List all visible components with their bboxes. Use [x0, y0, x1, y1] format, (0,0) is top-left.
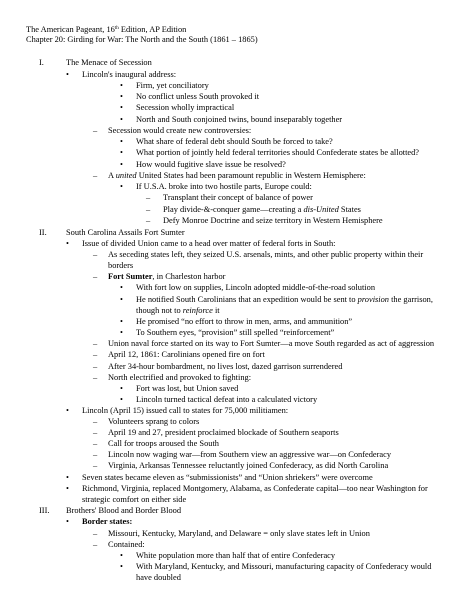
outline-item: Volunteers sprang to colors: [108, 417, 200, 426]
section-heading: South Carolina Assails Fort Sumter: [66, 228, 185, 237]
dash-marker: –: [146, 216, 151, 225]
dash-marker: –: [93, 540, 98, 549]
dash-marker: –: [93, 373, 98, 382]
section-heading: Brothers' Blood and Border Blood: [66, 506, 182, 515]
bullet-marker: •: [66, 517, 69, 526]
outline-item: If U.S.A. broke into two hostile parts, Europe could:: [136, 182, 312, 191]
outline-item: He notified South Carolinians that an expedition would be sent to provision the garrison,: [136, 295, 433, 304]
bullet-marker: •: [66, 473, 69, 482]
outline-item: Fort was lost, but Union saved: [136, 384, 239, 393]
outline-item: How would fugitive slave issue be resolved?: [136, 160, 286, 169]
chapter-heading: Chapter 20: Girding for War: The North and the South (1861 – 1865): [26, 35, 258, 44]
dash-marker: –: [93, 126, 98, 135]
bullet-marker: •: [66, 239, 69, 248]
bullet-marker: •: [120, 395, 123, 404]
bullet-marker: •: [66, 484, 69, 493]
bullet-marker: •: [120, 328, 123, 337]
bullet-marker: •: [120, 295, 123, 304]
outline-item: What portion of jointly held federal territories should Confederate states be allotted?: [136, 148, 420, 157]
outline-item: Call for troops aroused the South: [108, 439, 219, 448]
outline-item: He promised “no effort to throw in men, arms, and ammunition”: [136, 317, 353, 326]
outline-item: Lincoln turned tactical defeat into a calculated victory: [136, 395, 318, 404]
document-title: The American Pageant, 16th Edition, AP Edition: [26, 25, 187, 34]
bullet-marker: •: [120, 92, 123, 101]
section-numeral: II.: [39, 228, 47, 237]
outline-item: April 12, 1861: Carolinians opened fire on fort: [108, 350, 265, 359]
outline-item: Seven states became eleven as “submissionists” and “Union shriekers” were overcome: [82, 473, 373, 482]
outline-item: Play divide-&-conquer game—creating a dis-United States: [163, 205, 361, 214]
bullet-marker: •: [120, 148, 123, 157]
outline-item: have doubled: [136, 573, 181, 582]
outline-item: strategic comfort on either side: [82, 495, 187, 504]
bullet-marker: •: [120, 160, 123, 169]
dash-marker: –: [93, 350, 98, 359]
dash-marker: –: [146, 205, 151, 214]
outline-item: What share of federal debt should South be forced to take?: [136, 137, 333, 146]
bullet-marker: •: [120, 137, 123, 146]
outline-item: Virginia, Arkansas Tennessee reluctantly joined Confederacy, as did North Carolina: [108, 461, 389, 470]
outline-item: Richmond, Virginia, replaced Montgomery, Alabama, as Confederate capital—too near Washington for: [82, 484, 428, 493]
bullet-marker: •: [120, 317, 123, 326]
dash-marker: –: [146, 193, 151, 202]
outline-item: White population more than half that of entire Confederacy: [136, 551, 336, 560]
outline-item: Lincoln (April 15) issued call to states for 75,000 militiamen:: [82, 406, 289, 415]
outline-item: Transplant their concept of balance of power: [163, 193, 313, 202]
bullet-marker: •: [120, 81, 123, 90]
outline-item: April 19 and 27, president proclaimed blockade of Southern seaports: [108, 428, 339, 437]
section-numeral: III.: [39, 506, 50, 515]
dash-marker: –: [93, 250, 98, 259]
bullet-marker: •: [120, 283, 123, 292]
bullet-marker: •: [120, 182, 123, 191]
outline-item: No conflict unless South provoked it: [136, 92, 260, 101]
dash-marker: –: [93, 362, 98, 371]
section-numeral: I.: [39, 58, 44, 67]
dash-marker: –: [93, 417, 98, 426]
outline-item: Missouri, Kentucky, Maryland, and Delaware = only slave states left in Union: [108, 529, 370, 538]
outline-item: Contained:: [108, 540, 145, 549]
outline-item: Defy Monroe Doctrine and seize territory in Western Hemisphere: [163, 216, 383, 225]
outline-item: As seceding states left, they seized U.S. arsenals, mints, and other public property within their: [108, 250, 424, 259]
dash-marker: –: [93, 272, 98, 281]
outline-item: Fort Sumter, in Charleston harbor: [108, 272, 226, 281]
outline-item: Secession wholly impractical: [136, 103, 235, 112]
dash-marker: –: [93, 439, 98, 448]
outline-item: though not to reinforce it: [136, 306, 220, 315]
outline-item: Secession would create new controversies:: [108, 126, 252, 135]
dash-marker: –: [93, 428, 98, 437]
dash-marker: –: [93, 529, 98, 538]
bullet-marker: •: [120, 103, 123, 112]
outline-item: Union naval force started on its way to Fort Sumter—a move South regarded as act of aggression: [108, 339, 435, 348]
section-heading: The Menace of Secession: [66, 58, 152, 67]
outline-item: With Maryland, Kentucky, and Missouri, manufacturing capacity of Confederacy would: [136, 562, 432, 571]
dash-marker: –: [93, 461, 98, 470]
outline-item: With fort low on supplies, Lincoln adopted middle-of-the-road solution: [136, 283, 376, 292]
bullet-marker: •: [120, 115, 123, 124]
bullet-marker: •: [66, 70, 69, 79]
outline-item: To Southern eyes, “provision” still spelled “reinforcement”: [136, 328, 335, 337]
outline-item: Firm, yet conciliatory: [136, 81, 209, 90]
outline-item: North electrified and provoked to fighting:: [108, 373, 252, 382]
outline-item: A united United States had been paramount republic in Western Hemisphere:: [108, 171, 366, 180]
dash-marker: –: [93, 450, 98, 459]
dash-marker: –: [93, 339, 98, 348]
outline-item: North and South conjoined twins, bound inseparably together: [136, 115, 343, 124]
outline-item: Border states:: [82, 517, 133, 526]
bullet-marker: •: [120, 384, 123, 393]
bullet-marker: •: [120, 562, 123, 571]
dash-marker: –: [93, 171, 98, 180]
bullet-marker: •: [66, 406, 69, 415]
outline-item: Lincoln now waging war—from Southern view an aggressive war—on Confederacy: [108, 450, 392, 459]
outline-item: Issue of divided Union came to a head over matter of federal forts in South:: [82, 239, 336, 248]
outline-item: Lincoln's inaugural address:: [82, 70, 177, 79]
bullet-marker: •: [120, 551, 123, 560]
outline-item: borders: [108, 261, 134, 270]
outline-item: After 34-hour bombardment, no lives lost, dazed garrison surrendered: [108, 362, 343, 371]
